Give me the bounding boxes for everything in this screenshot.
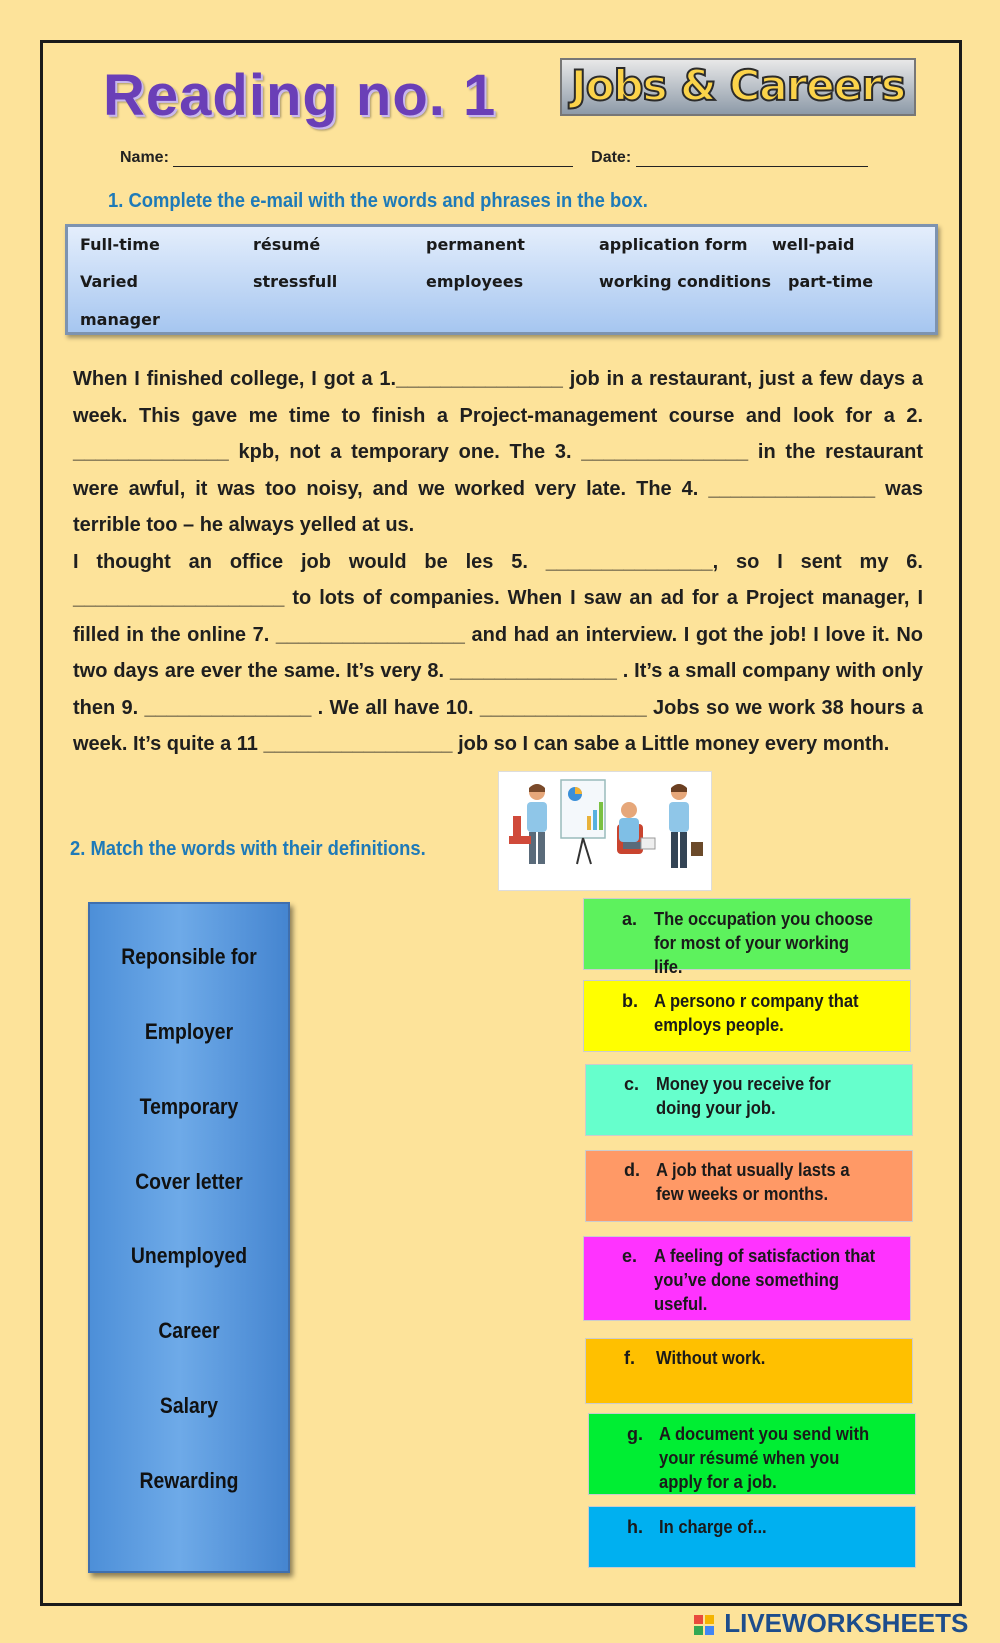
- task2-instruction: 2. Match the words with their definitions.: [70, 838, 426, 860]
- email-passage: [73, 361, 923, 763]
- word-chip: employees: [426, 272, 524, 291]
- definition-text: In charge of...: [659, 1517, 767, 1537]
- name-date-row: [120, 149, 868, 167]
- name-field[interactable]: [173, 152, 573, 167]
- word-chip: part-time: [788, 272, 874, 291]
- definition-text: Without work.: [656, 1348, 766, 1368]
- passage-paragraph-2: I thought an office job would be les 5. _______________, so I sent my 6. ___________________ to lots of companies. When I saw an ad for a Project manager, I filled in the online 7. _________________ and had an interview. I got the job! I love it. No two days are ever the same. It’s very 8. _______________ . It’s a small company with only then 9. _______________ . We all have 10. _______________ Jobs so we work 38 hours a week. It’s quite a 11 _________________ job so I can sabe a Little money every month.: [73, 550, 923, 755]
- definition-g[interactable]: [588, 1413, 916, 1495]
- definition-f[interactable]: [585, 1338, 913, 1404]
- definition-text: Money you receive for doing your job.: [656, 1074, 831, 1118]
- word-chip: Full-time: [80, 235, 160, 254]
- definition-key: d.: [624, 1160, 640, 1180]
- office-illustration: [498, 771, 712, 891]
- liveworksheets-logo: [693, 1608, 968, 1636]
- word-box: [65, 224, 938, 335]
- term-item[interactable]: Rewarding: [139, 1468, 239, 1493]
- date-label: Date:: [591, 149, 632, 166]
- word-chip: permanent: [426, 235, 525, 254]
- definition-text: A persono r company that employs people.: [654, 991, 859, 1035]
- word-chip: stressfull: [253, 272, 338, 291]
- term-item[interactable]: Unemployed: [130, 1243, 248, 1268]
- definition-c[interactable]: [585, 1064, 913, 1136]
- word-chip: Varied: [80, 272, 138, 291]
- term-item[interactable]: Reponsible for: [121, 944, 257, 969]
- definition-key: a.: [622, 909, 638, 929]
- definition-key: g.: [627, 1424, 643, 1444]
- date-field[interactable]: [636, 152, 868, 167]
- word-chip: working conditions: [599, 272, 772, 291]
- logo-mark-icon: [693, 1614, 717, 1636]
- definition-d[interactable]: [585, 1150, 913, 1222]
- definition-h[interactable]: [588, 1506, 916, 1568]
- term-item[interactable]: Career: [158, 1318, 220, 1343]
- definition-text: A feeling of satisfaction that you’ve done something useful.: [654, 1246, 876, 1314]
- definition-key: h.: [627, 1517, 643, 1537]
- definition-key: b.: [622, 991, 638, 1011]
- terms-column: [88, 902, 290, 1573]
- word-chip: application form: [599, 235, 748, 254]
- definition-e[interactable]: [583, 1236, 911, 1321]
- page-title: Reading no. 1: [103, 63, 497, 128]
- definition-text: A job that usually lasts a few weeks or months.: [656, 1160, 850, 1204]
- definition-a[interactable]: [583, 898, 911, 977]
- term-item[interactable]: Employer: [144, 1019, 234, 1044]
- term-item[interactable]: Temporary: [139, 1094, 239, 1119]
- word-chip: well-paid: [772, 235, 855, 254]
- definition-text: The occupation you choose for most of your working life.: [654, 909, 873, 977]
- task1-instruction: 1. Complete the e-mail with the words and phrases in the box.: [108, 190, 648, 212]
- jobs-careers-banner: Jobs & Careers: [560, 58, 916, 116]
- definition-key: c.: [624, 1074, 640, 1094]
- definition-b[interactable]: [583, 980, 911, 1052]
- logo-text: LIVEWORKSHEETS: [724, 1608, 969, 1638]
- word-chip: résumé: [253, 235, 321, 254]
- term-item[interactable]: Cover letter: [135, 1169, 243, 1194]
- term-item[interactable]: Salary: [159, 1393, 219, 1418]
- passage-paragraph-1: When I finished college, I got a 1._______________ job in a restaurant, just a few days a week. This gave me time to finish a Project-management course and look for a 2. ______________ kpb, not a temporary one. The 3. _______________ in the restaurant were awful, it was too noisy, and we worked very late. The 4. _______________ was terrible too – he always yelled at us.: [73, 368, 923, 536]
- word-chip: manager: [80, 310, 160, 329]
- name-label: Name:: [120, 149, 169, 166]
- definition-key: e.: [622, 1246, 638, 1266]
- definition-key: f.: [624, 1348, 635, 1368]
- definition-text: A document you send with your résumé when you apply for a job.: [659, 1424, 870, 1492]
